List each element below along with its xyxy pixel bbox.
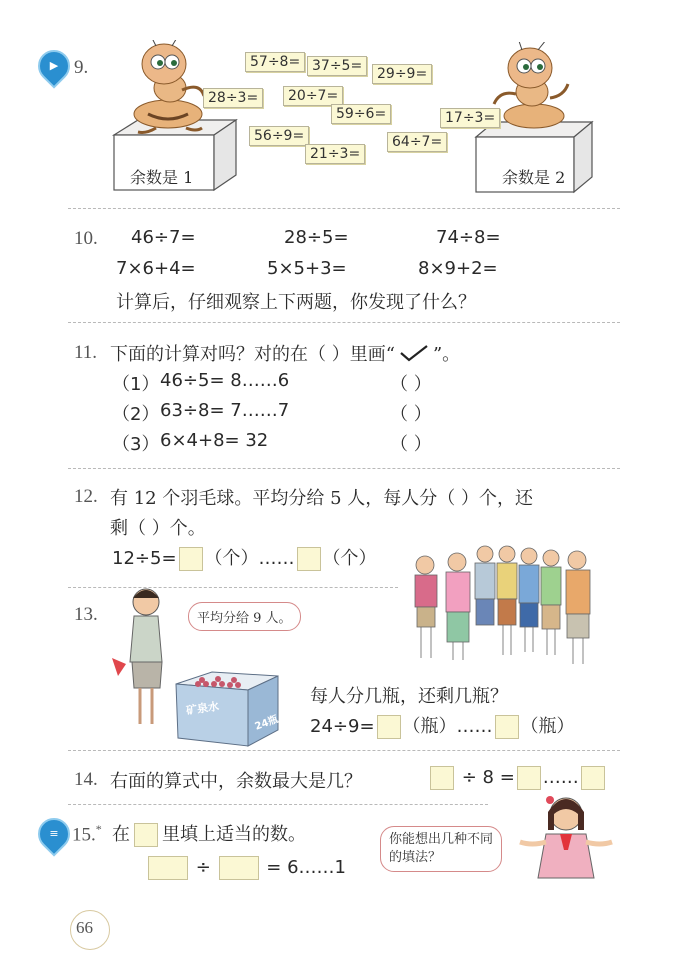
q10-number: 10. bbox=[74, 228, 98, 249]
q10-expr: 7×6+4= bbox=[116, 258, 196, 279]
check-mark-icon bbox=[399, 344, 429, 362]
divider bbox=[68, 750, 620, 751]
answer-box[interactable] bbox=[179, 547, 203, 571]
q15-eq: = 6……1 bbox=[266, 857, 347, 878]
answer-box[interactable] bbox=[517, 766, 541, 790]
q13-unit: （瓶）…… bbox=[402, 716, 493, 737]
q12-line1: 有 12 个羽毛球。平均分给 5 人，每人分（ ）个，还 bbox=[110, 488, 533, 509]
video-icon[interactable]: ▶ bbox=[31, 43, 76, 88]
q13-equation bbox=[310, 712, 575, 739]
girl-illustration bbox=[510, 790, 620, 890]
q11-item-expr: 46÷5= 8……6 bbox=[160, 370, 290, 391]
page-number: 66 bbox=[76, 918, 93, 937]
q9-right-box-label: 余数是 2 bbox=[502, 168, 566, 187]
q10-expr: 5×5+3= bbox=[267, 258, 347, 279]
q12-line2: 剩（ ）个。 bbox=[110, 518, 206, 539]
q15-text-a: 在 bbox=[112, 824, 130, 845]
q11-prompt-text: 下面的计算对吗？对的在（ ）里画“ bbox=[110, 344, 395, 365]
division-card: 20÷7= bbox=[283, 86, 343, 106]
q11-answer-paren[interactable]: （ ） bbox=[390, 374, 432, 395]
q13-question: 每人分几瓶，还剩几瓶？ bbox=[310, 686, 508, 707]
q15-equation bbox=[146, 856, 346, 880]
divider bbox=[68, 804, 488, 805]
q11-item-label: （3） bbox=[112, 434, 160, 455]
divider bbox=[68, 322, 620, 323]
q11-item-expr: 63÷8= 7……7 bbox=[160, 400, 290, 421]
q14-div: ÷ 8 = bbox=[461, 767, 515, 788]
answer-box[interactable] bbox=[377, 715, 401, 739]
division-card: 21÷3= bbox=[305, 144, 365, 164]
q9-left-box-label: 余数是 1 bbox=[130, 168, 194, 187]
answer-box[interactable] bbox=[430, 766, 454, 790]
q15-number-text: 15. bbox=[72, 824, 96, 846]
answer-box[interactable] bbox=[495, 715, 519, 739]
q14-text: 右面的算式中，余数最大是几？ bbox=[110, 771, 362, 792]
q15-div: ÷ bbox=[195, 857, 211, 878]
q10-expr: 74÷8= bbox=[436, 227, 501, 248]
q12-unit: （个）…… bbox=[204, 548, 295, 569]
q14-equation bbox=[428, 766, 607, 790]
answer-box[interactable] bbox=[297, 547, 321, 571]
division-card: 17÷3= bbox=[440, 108, 500, 128]
q11-answer-paren[interactable]: （ ） bbox=[390, 404, 432, 425]
q13-speech-bubble: 平均分给 9 人。 bbox=[188, 602, 301, 631]
answer-box[interactable] bbox=[581, 766, 605, 790]
q14-dots: …… bbox=[542, 767, 579, 788]
division-card: 29÷9= bbox=[372, 64, 432, 84]
division-card: 59÷6= bbox=[331, 104, 391, 124]
answer-box bbox=[134, 823, 158, 847]
q11-item-expr: 6×4+8= 32 bbox=[160, 430, 269, 451]
q12-expr: 12÷5= bbox=[112, 548, 177, 569]
q13-expr: 24÷9= bbox=[310, 716, 375, 737]
q12-unit: （个） bbox=[322, 548, 377, 569]
divisor-box[interactable] bbox=[219, 856, 259, 880]
q14-number: 14. bbox=[74, 769, 98, 790]
division-card: 28÷3= bbox=[203, 88, 263, 108]
q13-box-count: 24瓶 bbox=[253, 714, 280, 733]
q15-speech-bubble: 你能想出几种不同的填法？ bbox=[380, 826, 502, 872]
q13-box-label: 矿泉水 bbox=[185, 699, 220, 718]
document-icon[interactable]: ≡ bbox=[31, 811, 76, 856]
q11-item-label: （1） bbox=[112, 374, 160, 395]
q11-prompt-end: ”。 bbox=[432, 344, 461, 365]
division-card: 57÷8= bbox=[245, 52, 305, 72]
q10-expr: 46÷7= bbox=[131, 227, 196, 248]
q15-star: * bbox=[95, 822, 102, 836]
q10-question: 计算后，仔细观察上下两题，你发现了什么？ bbox=[116, 292, 476, 313]
q13-unit: （瓶） bbox=[520, 716, 575, 737]
division-card: 37÷5= bbox=[307, 56, 367, 76]
dividend-box[interactable] bbox=[148, 856, 188, 880]
q11-answer-paren[interactable]: （ ） bbox=[390, 434, 432, 455]
q11-prompt bbox=[110, 340, 460, 366]
division-card: 64÷7= bbox=[387, 132, 447, 152]
woman-illustration bbox=[108, 584, 178, 734]
divider bbox=[68, 208, 620, 209]
q15-text bbox=[112, 820, 306, 847]
q10-expr: 8×9+2= bbox=[418, 258, 498, 279]
q10-expr: 28÷5= bbox=[284, 227, 349, 248]
q13-number: 13. bbox=[74, 604, 98, 625]
divider bbox=[68, 468, 620, 469]
q15-text-b: 里填上适当的数。 bbox=[162, 824, 306, 845]
q11-number: 11. bbox=[74, 342, 98, 363]
q12-number: 12. bbox=[74, 486, 98, 507]
q15-number bbox=[72, 822, 102, 846]
q9-number: 9. bbox=[74, 57, 89, 78]
q11-item-label: （2） bbox=[112, 404, 160, 425]
division-card: 56÷9= bbox=[249, 126, 309, 146]
tourists-illustration bbox=[405, 540, 605, 680]
q12-equation bbox=[112, 544, 377, 571]
